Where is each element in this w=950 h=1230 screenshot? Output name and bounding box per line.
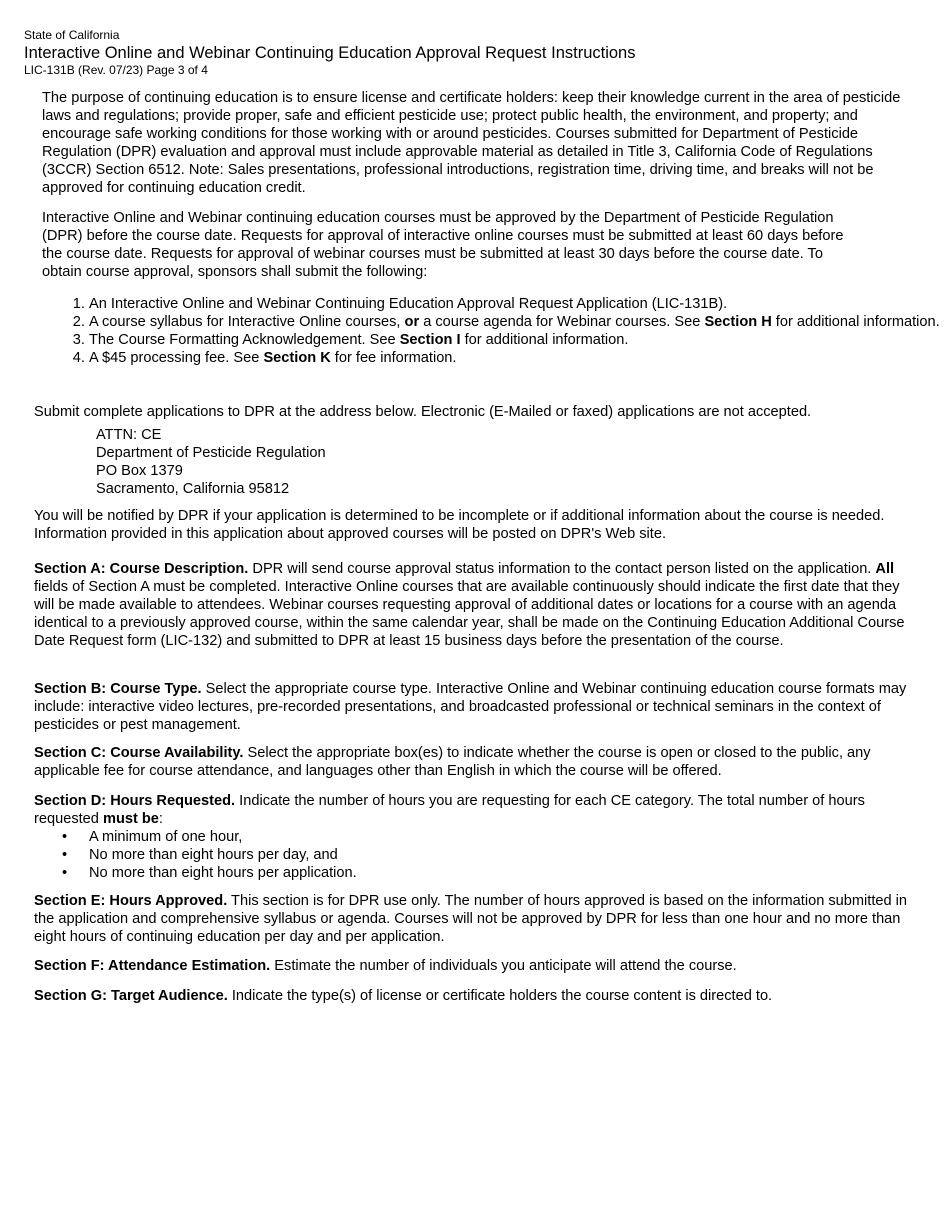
section-d-colon: :: [158, 811, 163, 827]
address-line: Department of Pesticide Regulation: [96, 445, 326, 461]
section-c-heading: Section C: Course Availability.: [34, 745, 244, 761]
requirement-item: [89, 349, 950, 367]
hours-bullet-list: [34, 828, 916, 882]
section-b-text: Select the appropriate course type. Interactive Online and Webinar continuing education course formats may include: interactive video lectures, pre-recorded presentations, and broadcasted professional or technical seminars in the context of pesticides or pest management.: [34, 681, 907, 733]
section-d-text: Indicate the number of hours you are requesting for each CE category. The total number of hours requested: [34, 793, 865, 827]
section-a-text: DPR will send course approval status information to the contact person listed on the application.: [248, 561, 876, 577]
section-d: [34, 792, 916, 882]
emphasis-must-be: must be: [102, 811, 159, 827]
section-c-text: Select the appropriate box(es) to indicate whether the course is open or closed to the public, any applicable fee for course attendance, and languages other than English in which the course will be offered.: [34, 745, 871, 779]
document-title: Interactive Online and Webinar Continuing Education Approval Request Instructions: [24, 44, 636, 62]
emphasis-all: All: [875, 561, 895, 577]
address-line: PO Box 1379: [96, 463, 183, 479]
section-d-heading: Section D: Hours Requested.: [34, 793, 236, 809]
section-g-heading: Section G: Target Audience.: [34, 988, 228, 1004]
section-g: [34, 987, 916, 1005]
requirement-text: for fee information.: [330, 350, 457, 366]
list-item: [62, 846, 916, 864]
section-i-ref: Section I: [399, 332, 461, 348]
requirement-text: for additional information.: [771, 314, 940, 330]
section-f: [34, 957, 916, 975]
purpose-paragraph: The purpose of continuing education is to ensure license and certificate holders: keep their knowledge current in the area of pesticide laws and regulations; provide proper, safe and efficient pesticide use; protect public health, the environment, and property; and encourage safe working conditions for those working with or around pesticides. Courses submitted for Department of Pesticide Regulation (DPR) evaluation and approval must include approvable material as detailed in Title 3, California Code of Regulations (3CCR) Section 6512. Note: Sales presentations, professional introductions, registration time, driving time, and breaks will not be approved for continuing education credit.: [42, 90, 901, 196]
section-k-ref: Section K: [263, 350, 331, 366]
section-e-heading: Section E: Hours Approved.: [34, 893, 228, 909]
notification-paragraph: You will be notified by DPR if your application is determined to be incomplete or if additional information about the course is needed. Information provided in this application about approved courses will be posted on DPR's Web site.: [34, 508, 885, 542]
section-e-text: This section is for DPR use only. The number of hours approved is based on the information submitted in the application and comprehensive syllabus or agenda. Courses will not be approved by DPR for less than one hour and no more than eight hours of continuing education per day and per application.: [34, 893, 908, 945]
section-b-heading: Section B: Course Type.: [34, 681, 202, 697]
emphasis-or: or: [404, 314, 420, 330]
bullet-text: No more than eight hours per day, and: [89, 847, 338, 863]
requirement-item: [89, 295, 950, 313]
requirement-text: A course syllabus for Interactive Online courses,: [89, 314, 405, 330]
requirement-text: The Course Formatting Acknowledgement. See: [89, 332, 400, 348]
section-d-intro: [34, 792, 916, 828]
bullet-text: No more than eight hours per application.: [89, 865, 357, 881]
section-f-heading: Section F: Attendance Estimation.: [34, 958, 271, 974]
section-a: [34, 560, 916, 650]
section-a-heading: Section A: Course Description.: [34, 561, 249, 577]
address-line: ATTN: CE: [96, 427, 162, 443]
section-e: [34, 892, 916, 946]
requirements-list: [42, 295, 950, 367]
requirement-text: for additional information.: [460, 332, 629, 348]
requirement-item: [89, 331, 950, 349]
submission-instructions: Submit complete applications to DPR at the address below. Electronic (E-Mailed or faxed) applications are not accepted.: [34, 404, 812, 420]
section-h-ref: Section H: [704, 314, 772, 330]
section-f-text: Estimate the number of individuals you anticipate will attend the course.: [270, 958, 737, 974]
section-a-text: fields of Section A must be completed. Interactive Online courses that are available continuously should indicate the first date that they will be made available to attendees. Webinar courses requesting approval of additional dates or locations for a course with an agenda identical to a previously approved course, within the same calendar year, shall be made on the Continuing Education Additional Course Date Request form (LIC-132) and submitted to DPR at least 15 business days before the presentation of the course.: [34, 579, 905, 649]
bullet-icon: •: [62, 865, 68, 881]
bullet-text: A minimum of one hour,: [89, 829, 243, 845]
requirement-item: [89, 313, 950, 331]
bullet-icon: •: [62, 847, 68, 863]
section-c: [34, 744, 916, 780]
requirement-text: A $45 processing fee. See: [89, 350, 264, 366]
requirement-text: An Interactive Online and Webinar Continuing Education Approval Request Application (LIC-131B).: [89, 296, 728, 312]
header-state: State of California: [24, 28, 120, 42]
requirement-text: a course agenda for Webinar courses. See: [419, 314, 705, 330]
form-id-page: LIC-131B (Rev. 07/23) Page 3 of 4: [24, 63, 208, 77]
mailing-address: [96, 426, 326, 498]
list-item: [62, 864, 916, 882]
approval-paragraph: Interactive Online and Webinar continuing education courses must be approved by the Department of Pesticide Regulation (DPR) before the course date. Requests for approval of interactive online courses must be submitted at least 60 days before the course date. Requests for approval of webinar courses must be submitted at least 30 days before the course date. To obtain course approval, sponsors shall submit the following:: [42, 210, 844, 280]
list-item: [62, 828, 916, 846]
section-b: [34, 680, 916, 734]
bullet-icon: •: [62, 829, 68, 845]
address-line: Sacramento, California 95812: [96, 481, 290, 497]
section-g-text: Indicate the type(s) of license or certificate holders the course content is directed to.: [227, 988, 773, 1004]
